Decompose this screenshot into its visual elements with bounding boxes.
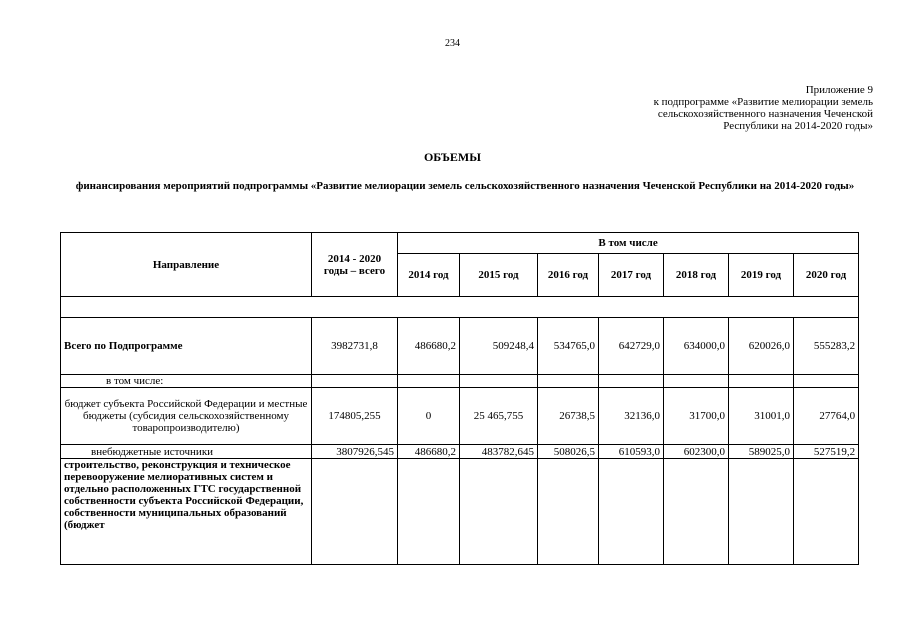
cell-value: 634000,0 — [664, 318, 729, 375]
cell-value: 555283,2 — [794, 318, 859, 375]
cell-value: 486680,2 — [398, 445, 460, 459]
header-year: 2020 год — [794, 254, 859, 297]
empty-cell — [312, 375, 398, 388]
cell-value: 534765,0 — [538, 318, 599, 375]
document-subtitle: финансирования мероприятий подпрограммы «Развитие мелиорации земель сельскохозяйственного назначения Чеченской Республики на 2014-2020 годы» — [75, 180, 855, 192]
empty-cell — [460, 375, 538, 388]
header-year: 2016 год — [538, 254, 599, 297]
empty-cell — [729, 375, 794, 388]
row-label-construction: строительство, реконструкция и техническое перевооружение мелиоративных систем и отдельно расположенных ГТС государственной собственности субъекта Российской Федерации, собственности муниципальных образований (бюджет — [61, 459, 312, 565]
table-row-total — [61, 318, 859, 375]
header-total-period: 2014 - 2020 годы – всего — [312, 233, 398, 297]
row-label-offbudget: внебюджетные источники — [61, 445, 312, 459]
appendix-note — [573, 84, 873, 132]
cell-value: 27764,0 — [794, 388, 859, 445]
appendix-line: Республики на 2014-2020 годы» — [723, 120, 873, 132]
empty-cell — [538, 459, 599, 565]
row-label-including: в том числе: — [61, 375, 312, 388]
cell-value: 25 465,755 — [460, 388, 538, 445]
header-including: В том числе — [398, 233, 859, 254]
cell-value: 31700,0 — [664, 388, 729, 445]
cell-value: 32136,0 — [599, 388, 664, 445]
document-title: ОБЪЕМЫ — [423, 150, 482, 164]
empty-cell — [599, 459, 664, 565]
cell-total: 174805,255 — [312, 388, 398, 445]
empty-cell — [729, 459, 794, 565]
empty-cell — [664, 375, 729, 388]
appendix-line: Приложение 9 — [805, 84, 873, 96]
empty-cell — [460, 459, 538, 565]
cell-value: 31001,0 — [729, 388, 794, 445]
cell-value: 508026,5 — [538, 445, 599, 459]
empty-cell — [312, 459, 398, 565]
appendix-line: к подпрограмме «Развитие мелиорации земель — [653, 96, 873, 108]
empty-cell — [398, 459, 460, 565]
cell-value: 589025,0 — [729, 445, 794, 459]
cell-value: 486680,2 — [398, 318, 460, 375]
appendix-line: сельскохозяйственного назначения Чеченской — [657, 108, 873, 120]
table-row-regional — [61, 388, 859, 445]
empty-cell — [794, 459, 859, 565]
cell-value: 610593,0 — [599, 445, 664, 459]
financing-table — [60, 232, 859, 565]
cell-value: 602300,0 — [664, 445, 729, 459]
row-label-total: Всего по Подпрограмме — [61, 318, 312, 375]
header-year: 2015 год — [460, 254, 538, 297]
cell-total: 3982731,8 — [312, 318, 398, 375]
cell-value: 483782,645 — [460, 445, 538, 459]
empty-cell — [398, 375, 460, 388]
cell-value: 527519,2 — [794, 445, 859, 459]
empty-cell — [538, 375, 599, 388]
header-year: 2014 год — [398, 254, 460, 297]
cell-total: 3807926,545 — [312, 445, 398, 459]
cell-value: 509248,4 — [460, 318, 538, 375]
cell-value: 620026,0 — [729, 318, 794, 375]
header-direction: Направление — [61, 233, 312, 297]
cell-value: 26738,5 — [538, 388, 599, 445]
header-year: 2018 год — [664, 254, 729, 297]
table-row-including — [61, 375, 859, 388]
cell-value: 642729,0 — [599, 318, 664, 375]
table-row-construction — [61, 459, 859, 565]
empty-cell — [794, 375, 859, 388]
header-year: 2017 год — [599, 254, 664, 297]
empty-cell — [664, 459, 729, 565]
empty-cell — [61, 297, 859, 318]
empty-cell — [599, 375, 664, 388]
page-number: 234 — [445, 38, 460, 49]
row-label-regional: бюджет субъекта Российской Федерации и местные бюджеты (субсидия сельскохозяйственному товаропроизводителю) — [61, 388, 312, 445]
empty-row — [61, 297, 859, 318]
cell-value: 0 — [398, 388, 460, 445]
table-row-offbudget — [61, 445, 859, 459]
header-year: 2019 год — [729, 254, 794, 297]
